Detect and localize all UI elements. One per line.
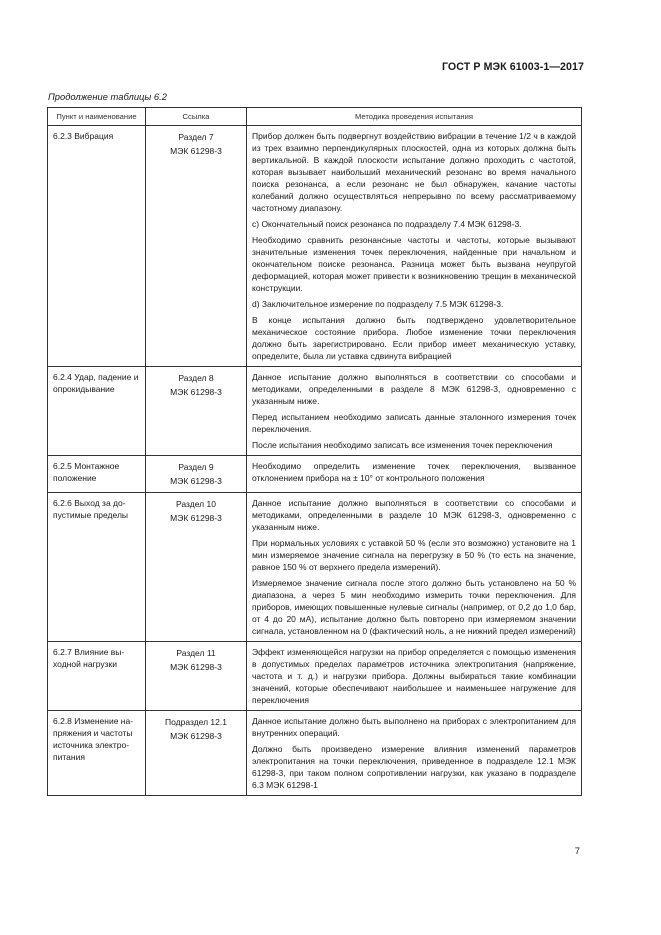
method-cell xyxy=(247,642,582,711)
method-paragraph: При нормальных условиях с уставкой 50 % (если это возможно) установите на 1 мин измеряемое значение сигнала на перегрузку в 50 % (то есть на значение, равное 150 % от верхнего предела измерений). xyxy=(252,538,576,572)
method-paragraph: Должно быть произведено измерение влияния изменений параметров электропитания на точки переключения, приведенное в подразделе 12.1 МЭК 61298-3, при таком полном сопротивлении нагрузки, как указано в подразделе 6.3 МЭК 61298-1 xyxy=(252,744,576,790)
reference-section: Раздел 10 xyxy=(176,499,216,509)
method-cell xyxy=(247,126,582,367)
reference-standard: МЭК 61298-3 xyxy=(170,662,222,672)
table-header-row xyxy=(48,108,582,126)
test-methods-table xyxy=(47,107,582,796)
item-cell: 6.2.7 Влияние выходной нагрузки xyxy=(48,642,146,711)
reference-cell xyxy=(146,642,247,711)
method-paragraph: В конце испытания должно быть подтверждено удовлетворительное механическое состояние прибора. Любое изменение точки переключения должно быть зарегистрировано. Если прибор имеет механическую уставку, определите, была ли уставка сдвинута вибрацией xyxy=(252,315,576,361)
method-paragraph: c) Окончательный поиск резонанса по подразделу 7.4 МЭК 61298-3. xyxy=(252,219,522,229)
table-row xyxy=(48,126,582,367)
method-paragraph: Прибор должен быть подвергнут воздействию вибрации в течение 1/2 ч в каждой из трех взаимно перпендикулярных плоскостей, одна из которых должна быть вертикальной. В каждой плоскости испытание должно проходить с частотой, которая вызывает наибольший механический резонанс во время начального поиска резонанса, а если резонанс не был обнаружен, качание частоты колебаний должно осуществляться непрерывно по всему рассматриваемому частотному диапазону. xyxy=(252,131,576,213)
table-row xyxy=(48,711,582,796)
item-cell: 6.2.4 Удар, падение и опрокидывание xyxy=(48,367,146,456)
reference-cell xyxy=(146,456,247,493)
item-cell: 6.2.5 Монтажное положение xyxy=(48,456,146,493)
reference-cell xyxy=(146,367,247,456)
column-header-item: Пункт и наименование xyxy=(48,108,146,126)
table-row xyxy=(48,456,582,493)
reference-cell xyxy=(146,126,247,367)
method-cell xyxy=(247,493,582,642)
method-cell xyxy=(247,367,582,456)
method-paragraph: Необходимо определить изменение точек переключения, вызванное отклонением прибора на ± 10° от контрольного положения xyxy=(252,461,576,483)
reference-standard: МЭК 61298-3 xyxy=(170,476,222,486)
method-paragraph: Данное испытание должно выполняться в соответствии со способами и методиками, определенными в разделе 10 МЭК 61298-3, одновременно с указанным ниже. xyxy=(252,498,576,532)
method-paragraph: Перед испытанием необходимо записать данные эталонного измерения точек переключения. xyxy=(252,412,576,434)
method-paragraph: Измеряемое значение сигнала после этого должно быть установлено на 50 % диапазона, а через 5 мин необходимо измерить точки переключения. Для приборов, имеющих повышенные нулевые сигналы (например, от 0,2 до 1,0 бар, от 4 до 20 мА), испытание должно быть повторено при измеряемом значении сигнала, установленном на 0 (фактический ноль, а не нижний предел измерений) xyxy=(252,578,576,636)
method-cell xyxy=(247,711,582,796)
method-paragraph: Данное испытание должно быть выполнено на приборах с электропитанием для внутренних операций. xyxy=(252,716,576,738)
reference-standard: МЭК 61298-3 xyxy=(170,387,222,397)
method-paragraph: Эффект изменяющейся нагрузки на прибор определяется с помощью изменения в допустимых пределах параметров источника электропитания (напряжение, частота и т. д.) и нагрузки прибора. Должны выбираться такие комбинации значений, которые обеспечивают наибольшее и наименьшее нагружение для переключения xyxy=(252,647,576,705)
reference-standard: МЭК 61298-3 xyxy=(170,731,222,741)
standard-code: ГОСТ Р МЭК 61003-1—2017 xyxy=(441,61,584,73)
method-paragraph: После испытания необходимо записать все изменения точек переключения xyxy=(252,440,553,450)
reference-section: Подраздел 12.1 xyxy=(165,717,227,727)
method-cell xyxy=(247,456,582,493)
page-number: 7 xyxy=(574,845,580,856)
table-row xyxy=(48,367,582,456)
method-paragraph: Данное испытание должно выполняться в соответствии со способами и методиками, определенными в разделе 8 МЭК 61298-3, одновременно с указанным ниже. xyxy=(252,372,576,406)
reference-section: Раздел 9 xyxy=(178,462,214,472)
table-row xyxy=(48,493,582,642)
reference-section: Раздел 8 xyxy=(178,373,214,383)
reference-cell xyxy=(146,493,247,642)
column-header-reference: Ссылка xyxy=(146,108,247,126)
reference-standard: МЭК 61298-3 xyxy=(170,146,222,156)
item-cell: 6.2.3 Вибрация xyxy=(48,126,146,367)
table-row xyxy=(48,642,582,711)
reference-standard: МЭК 61298-3 xyxy=(170,513,222,523)
item-cell: 6.2.8 Изменение напряжения и частоты источника электропитания xyxy=(48,711,146,796)
method-paragraph: d) Заключительное измерение по подразделу 7.5 МЭК 61298-3. xyxy=(252,299,504,309)
column-header-method: Методика проведения испытания xyxy=(247,108,582,126)
table-caption: Продолжение таблицы 6.2 xyxy=(48,91,167,102)
reference-section: Раздел 11 xyxy=(176,648,216,658)
method-paragraph: Необходимо сравнить резонансные частоты и частоты, которые вызывают значительные изменения точек переключения, найденные при начальном и окончательном поиске резонанса. Разница может быть вызвана неупругой деформацией, которая может привести к возникновению трещин в механической конструкции. xyxy=(252,235,576,293)
item-cell: 6.2.6 Выход за допустимые пределы xyxy=(48,493,146,642)
reference-cell xyxy=(146,711,247,796)
reference-section: Раздел 7 xyxy=(178,132,214,142)
